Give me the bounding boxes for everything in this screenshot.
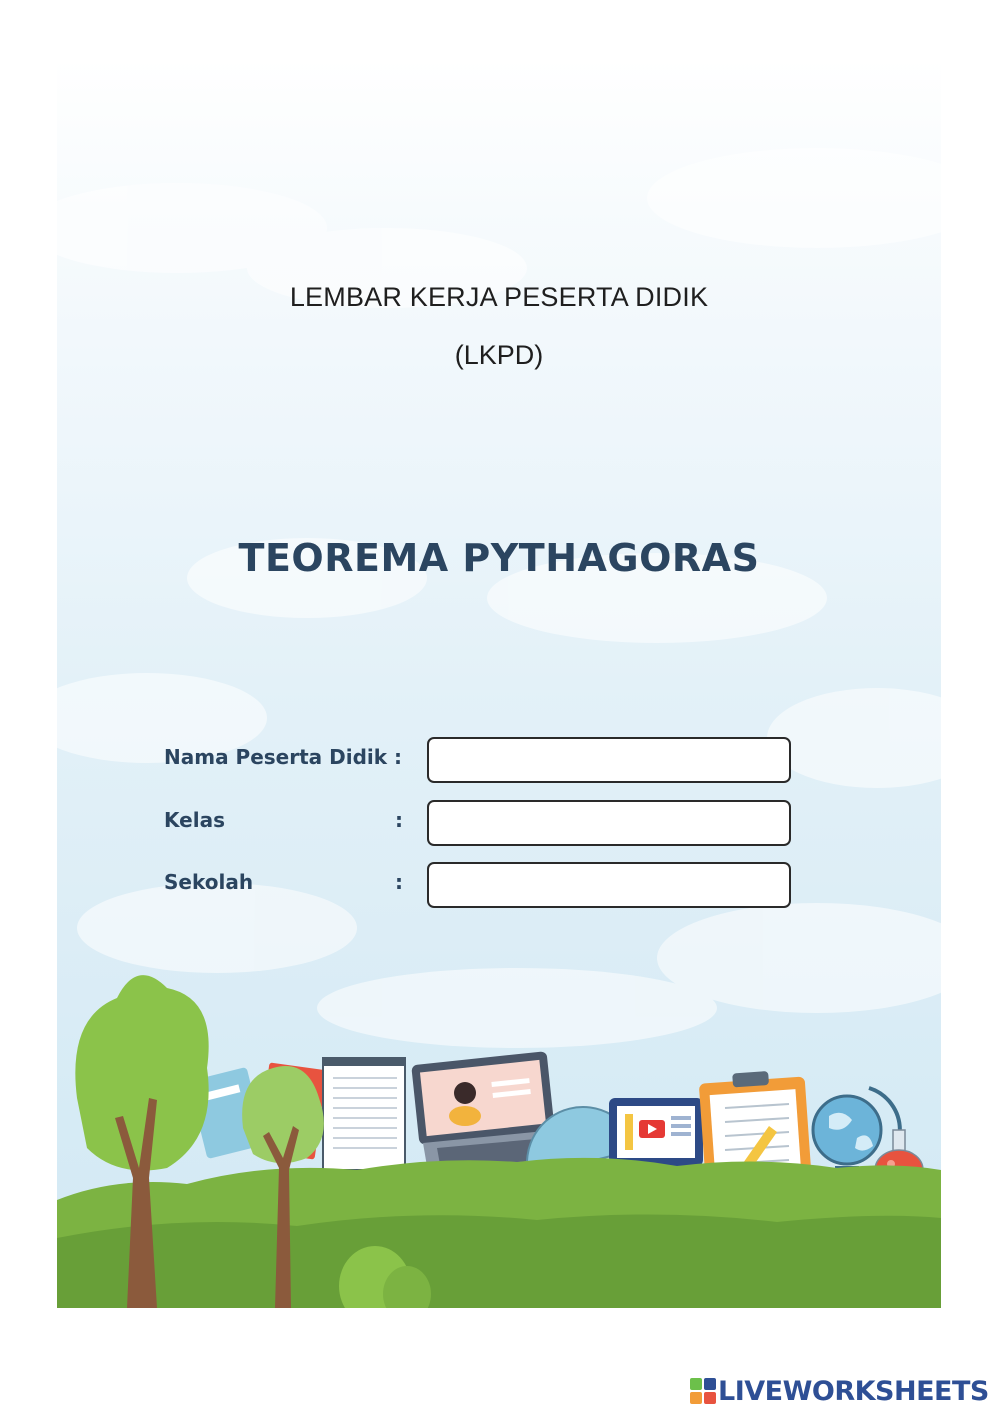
school-colon: : <box>395 870 403 894</box>
student-name-input[interactable] <box>427 737 791 783</box>
class-input[interactable] <box>427 800 791 846</box>
page-title: TEOREMA PYTHAGORAS <box>238 536 760 580</box>
school-label: Sekolah <box>164 870 254 894</box>
background-scene <box>57 58 941 1308</box>
liveworksheets-text: LIVEWORKSHEETS <box>718 1375 989 1407</box>
worksheet-header-line2: (LKPD) <box>454 340 544 370</box>
notebook-illustration <box>323 1058 405 1170</box>
grass-front <box>57 1214 941 1308</box>
class-colon: : <box>395 808 403 832</box>
name-label: Nama Peserta Didik : <box>164 745 402 769</box>
liveworksheets-logo-icon <box>690 1378 716 1404</box>
worksheet-cover <box>57 58 941 1308</box>
worksheet-header-line1: LEMBAR KERJA PESERTA DIDIK <box>289 282 709 312</box>
liveworksheets-brand[interactable] <box>690 1374 989 1408</box>
class-label: Kelas <box>164 808 225 832</box>
tablet-illustration <box>609 1098 703 1166</box>
school-input[interactable] <box>427 862 791 908</box>
